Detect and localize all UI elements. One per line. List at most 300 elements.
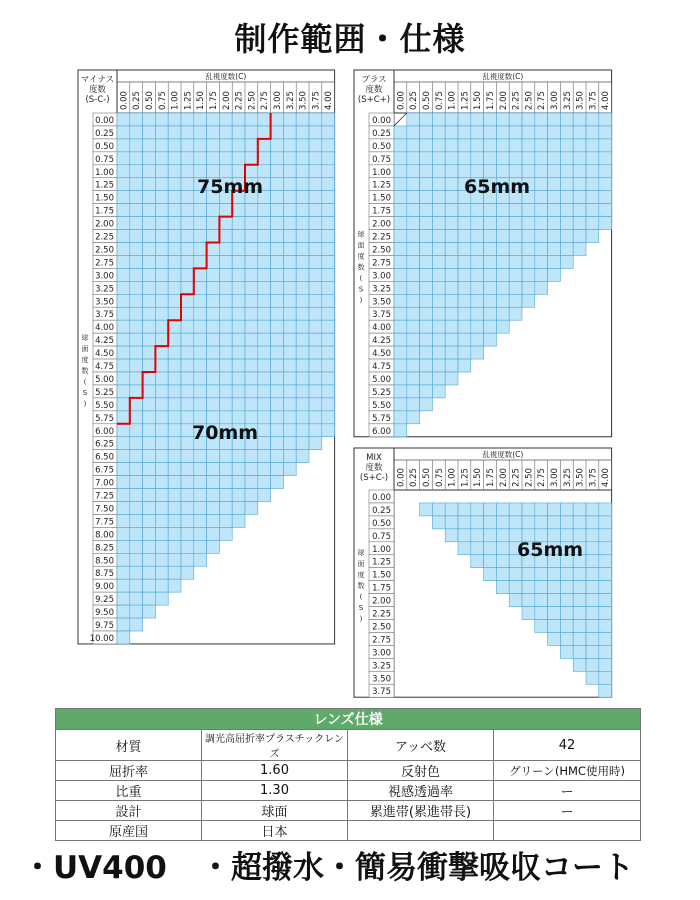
available-cell xyxy=(560,165,573,178)
available-cell xyxy=(296,191,309,204)
sph-tick-label: 6.00 xyxy=(372,426,391,437)
available-cell xyxy=(309,165,322,178)
available-cell xyxy=(522,594,535,607)
available-cell xyxy=(232,281,245,294)
available-cell xyxy=(271,126,284,139)
available-cell xyxy=(420,139,433,152)
available-cell xyxy=(535,255,548,268)
available-cell xyxy=(420,307,433,320)
available-cell xyxy=(283,411,296,424)
available-cell xyxy=(432,113,445,126)
spec-label: アッベ数 xyxy=(348,730,494,761)
available-cell xyxy=(232,359,245,372)
sph-tick-label: 1.50 xyxy=(372,570,391,581)
available-cell xyxy=(560,217,573,230)
available-cell xyxy=(117,463,130,476)
available-cell xyxy=(432,165,445,178)
available-cell xyxy=(258,476,271,489)
available-cell xyxy=(309,346,322,359)
available-cell xyxy=(258,255,271,268)
available-cell xyxy=(560,113,573,126)
available-cell xyxy=(420,503,433,516)
available-cell xyxy=(194,450,207,463)
available-cell xyxy=(309,268,322,281)
available-cell xyxy=(194,307,207,320)
available-cell xyxy=(117,113,130,126)
sph-tick-label: 1.25 xyxy=(95,180,114,191)
sph-axis-title-char: ( xyxy=(83,377,87,386)
available-cell xyxy=(509,230,522,243)
available-cell xyxy=(117,579,130,592)
available-cell xyxy=(432,372,445,385)
available-cell xyxy=(258,307,271,320)
available-cell xyxy=(168,579,181,592)
available-cell xyxy=(245,398,258,411)
available-cell xyxy=(271,113,284,126)
available-cell xyxy=(143,372,156,385)
sph-tick-label: 1.25 xyxy=(372,557,391,568)
available-cell xyxy=(207,333,220,346)
available-cell xyxy=(168,204,181,217)
available-cell xyxy=(245,139,258,152)
available-cell xyxy=(207,230,220,243)
cyl-tick-label: 3.25 xyxy=(285,91,296,110)
available-cell xyxy=(445,268,458,281)
available-cell xyxy=(484,243,497,256)
available-cell xyxy=(496,581,509,594)
table-row xyxy=(56,730,641,761)
available-cell xyxy=(117,618,130,631)
sph-tick-label: 6.75 xyxy=(95,465,114,476)
sph-tick-label: 3.00 xyxy=(95,271,114,282)
table-row xyxy=(56,761,641,781)
cyl-tick-label: 0.75 xyxy=(157,91,168,110)
available-cell xyxy=(181,463,194,476)
available-cell xyxy=(219,139,232,152)
available-cell xyxy=(117,514,130,527)
available-cell xyxy=(168,294,181,307)
available-cell xyxy=(407,320,420,333)
available-cell xyxy=(445,372,458,385)
available-cell xyxy=(296,268,309,281)
available-cell xyxy=(155,359,168,372)
available-cell xyxy=(496,217,509,230)
available-cell xyxy=(219,204,232,217)
available-cell xyxy=(283,152,296,165)
available-cell xyxy=(232,514,245,527)
sph-tick-label: 6.00 xyxy=(95,426,114,437)
available-cell xyxy=(407,178,420,191)
available-cell xyxy=(458,320,471,333)
available-cell xyxy=(599,607,612,620)
available-cell xyxy=(155,281,168,294)
available-cell xyxy=(155,165,168,178)
available-cell xyxy=(194,294,207,307)
available-cell xyxy=(143,424,156,437)
sph-tick-label: 2.50 xyxy=(95,245,114,256)
available-cell xyxy=(509,204,522,217)
available-cell xyxy=(496,555,509,568)
available-cell xyxy=(509,268,522,281)
available-cell xyxy=(219,268,232,281)
available-cell xyxy=(232,320,245,333)
available-cell xyxy=(194,217,207,230)
available-cell xyxy=(130,217,143,230)
cyl-tick-label: 3.50 xyxy=(575,468,586,487)
sph-tick-label: 5.75 xyxy=(95,413,114,424)
available-cell xyxy=(207,152,220,165)
available-cell xyxy=(548,568,561,581)
available-cell xyxy=(258,320,271,333)
available-cell xyxy=(271,165,284,178)
available-cell xyxy=(458,529,471,542)
available-cell xyxy=(143,217,156,230)
sph-tick-label: 0.50 xyxy=(372,141,391,152)
sph-axis-title-char: 度 xyxy=(357,252,365,261)
available-cell xyxy=(117,502,130,515)
available-cell xyxy=(143,139,156,152)
available-cell xyxy=(471,281,484,294)
available-cell xyxy=(117,126,130,139)
available-cell xyxy=(194,489,207,502)
sph-tick-label: 4.25 xyxy=(372,336,391,347)
available-cell xyxy=(599,632,612,645)
available-cell xyxy=(432,126,445,139)
available-cell xyxy=(484,542,497,555)
available-cell xyxy=(258,126,271,139)
available-cell xyxy=(207,398,220,411)
available-cell xyxy=(471,255,484,268)
sph-tick-label: 1.25 xyxy=(372,180,391,191)
available-cell xyxy=(394,294,407,307)
available-cell xyxy=(432,191,445,204)
available-cell xyxy=(283,450,296,463)
available-cell xyxy=(394,243,407,256)
available-cell xyxy=(207,255,220,268)
available-cell xyxy=(432,217,445,230)
available-cell xyxy=(560,178,573,191)
available-cell xyxy=(586,139,599,152)
cyl-tick-label: 3.00 xyxy=(550,468,560,487)
available-cell xyxy=(484,307,497,320)
available-cell xyxy=(548,230,561,243)
available-cell xyxy=(471,555,484,568)
available-cell xyxy=(548,152,561,165)
sph-tick-label: 9.00 xyxy=(95,582,114,593)
available-cell xyxy=(586,645,599,658)
available-cell xyxy=(232,333,245,346)
available-cell xyxy=(117,178,130,191)
sph-axis-title-char: S xyxy=(358,285,364,294)
available-cell xyxy=(548,620,561,633)
available-cell xyxy=(420,243,433,256)
available-cell xyxy=(496,529,509,542)
available-cell xyxy=(232,152,245,165)
available-cell xyxy=(143,605,156,618)
available-cell xyxy=(232,398,245,411)
available-cell xyxy=(130,126,143,139)
available-cell xyxy=(548,191,561,204)
available-cell xyxy=(283,178,296,191)
available-cell xyxy=(522,126,535,139)
available-cell xyxy=(181,307,194,320)
feature-coating: ・超撥水・簡易衝撃吸収コート xyxy=(200,850,634,886)
available-cell xyxy=(586,165,599,178)
available-cell xyxy=(155,113,168,126)
available-cell xyxy=(219,281,232,294)
degree-header-label: 度数 xyxy=(365,85,383,95)
cyl-axis-title: 乱視度数(C) xyxy=(205,72,247,81)
available-cell xyxy=(484,255,497,268)
available-cell xyxy=(117,437,130,450)
available-cell xyxy=(535,152,548,165)
available-cell xyxy=(535,581,548,594)
available-cell xyxy=(271,463,284,476)
available-cell xyxy=(586,529,599,542)
available-cell xyxy=(296,359,309,372)
cyl-tick-label: 3.75 xyxy=(588,468,599,487)
available-cell xyxy=(245,450,258,463)
available-cell xyxy=(535,620,548,633)
available-cell xyxy=(599,620,612,633)
available-cell xyxy=(471,529,484,542)
sph-tick-label: 7.00 xyxy=(95,478,114,489)
available-cell xyxy=(194,255,207,268)
available-cell xyxy=(168,307,181,320)
available-cell xyxy=(394,320,407,333)
sph-tick-label: 6.50 xyxy=(95,452,114,463)
sph-tick-label: 7.25 xyxy=(95,491,114,502)
available-cell xyxy=(143,398,156,411)
available-cell xyxy=(168,268,181,281)
available-cell xyxy=(407,217,420,230)
available-cell xyxy=(394,307,407,320)
available-cell xyxy=(245,359,258,372)
available-cell xyxy=(168,476,181,489)
available-cell xyxy=(232,385,245,398)
available-cell xyxy=(420,294,433,307)
available-cell xyxy=(509,217,522,230)
available-cell xyxy=(283,165,296,178)
available-cell xyxy=(296,437,309,450)
available-cell xyxy=(599,178,612,191)
available-cell xyxy=(232,268,245,281)
cyl-tick-label: 2.75 xyxy=(260,91,271,110)
available-cell xyxy=(484,503,497,516)
available-cell xyxy=(322,165,335,178)
available-cell xyxy=(296,346,309,359)
cyl-tick-label: 4.00 xyxy=(601,91,612,110)
available-cell xyxy=(548,243,561,256)
sph-axis-title-char: ( xyxy=(359,593,363,602)
available-cell xyxy=(181,346,194,359)
available-cell xyxy=(130,437,143,450)
available-cell xyxy=(496,152,509,165)
available-cell xyxy=(407,411,420,424)
cyl-tick-label: 1.00 xyxy=(170,91,181,110)
available-cell xyxy=(181,527,194,540)
available-cell xyxy=(155,553,168,566)
available-cell xyxy=(522,568,535,581)
available-cell xyxy=(432,230,445,243)
available-cell xyxy=(219,489,232,502)
available-cell xyxy=(586,126,599,139)
available-cell xyxy=(296,333,309,346)
available-cell xyxy=(283,217,296,230)
available-cell xyxy=(322,217,335,230)
available-cell xyxy=(168,489,181,502)
available-cell xyxy=(271,294,284,307)
available-cell xyxy=(271,398,284,411)
available-cell xyxy=(599,516,612,529)
cyl-tick-label: 0.50 xyxy=(422,91,432,110)
available-cell xyxy=(432,152,445,165)
spec-label: 視感透過率 xyxy=(348,781,494,801)
available-cell xyxy=(484,217,497,230)
available-cell xyxy=(143,514,156,527)
available-cell xyxy=(322,113,335,126)
available-cell xyxy=(548,594,561,607)
available-cell xyxy=(232,346,245,359)
available-cell xyxy=(283,372,296,385)
available-cell xyxy=(219,527,232,540)
available-cell xyxy=(484,204,497,217)
available-cell xyxy=(232,450,245,463)
available-cell xyxy=(522,113,535,126)
sph-tick-label: 2.00 xyxy=(372,219,391,230)
available-cell xyxy=(535,568,548,581)
available-cell xyxy=(143,359,156,372)
available-cell xyxy=(509,516,522,529)
available-cell xyxy=(573,645,586,658)
available-cell xyxy=(309,255,322,268)
available-cell xyxy=(181,476,194,489)
available-cell xyxy=(271,217,284,230)
cyl-tick-label: 2.00 xyxy=(221,91,232,110)
available-cell xyxy=(130,411,143,424)
available-cell xyxy=(599,529,612,542)
available-cell xyxy=(548,204,561,217)
available-cell xyxy=(207,359,220,372)
available-cell xyxy=(283,255,296,268)
sph-axis-title-char: 面 xyxy=(81,344,89,353)
available-cell xyxy=(420,268,433,281)
available-cell xyxy=(117,191,130,204)
available-cell xyxy=(168,178,181,191)
available-cell xyxy=(194,385,207,398)
available-cell xyxy=(309,372,322,385)
sph-tick-label: 1.75 xyxy=(372,206,391,217)
spec-value: 42 xyxy=(494,730,641,761)
sph-tick-label: 3.50 xyxy=(95,297,114,308)
available-cell xyxy=(258,243,271,256)
available-cell xyxy=(232,230,245,243)
available-cell xyxy=(394,268,407,281)
available-cell xyxy=(232,113,245,126)
available-cell xyxy=(522,503,535,516)
available-cell xyxy=(168,502,181,515)
sph-axis-title-char: ( xyxy=(359,274,363,283)
available-cell xyxy=(168,514,181,527)
available-cell xyxy=(130,502,143,515)
available-cell xyxy=(548,607,561,620)
available-cell xyxy=(181,204,194,217)
available-cell xyxy=(194,230,207,243)
available-cell xyxy=(143,165,156,178)
available-cell xyxy=(322,268,335,281)
available-cell xyxy=(130,294,143,307)
available-cell xyxy=(573,217,586,230)
available-cell xyxy=(181,126,194,139)
available-cell xyxy=(458,294,471,307)
available-cell xyxy=(535,516,548,529)
available-cell xyxy=(258,463,271,476)
available-cell xyxy=(245,463,258,476)
sph-tick-label: 2.00 xyxy=(372,596,391,607)
sph-tick-label: 5.00 xyxy=(95,374,114,385)
sph-tick-label: 2.25 xyxy=(372,609,391,620)
available-cell xyxy=(283,307,296,320)
available-cell xyxy=(130,113,143,126)
sph-axis-title-char: S xyxy=(358,604,364,613)
available-cell xyxy=(548,516,561,529)
sph-tick-label: 0.75 xyxy=(372,154,391,165)
available-cell xyxy=(168,372,181,385)
available-cell xyxy=(232,463,245,476)
available-cell xyxy=(168,281,181,294)
available-cell xyxy=(599,645,612,658)
available-cell xyxy=(432,333,445,346)
spec-label: 設計 xyxy=(56,801,202,821)
cyl-tick-label: 0.50 xyxy=(145,91,155,110)
available-cell xyxy=(296,450,309,463)
available-cell xyxy=(471,503,484,516)
available-cell xyxy=(309,359,322,372)
available-cell xyxy=(283,294,296,307)
available-cell xyxy=(522,255,535,268)
available-cell xyxy=(296,204,309,217)
available-cell xyxy=(155,152,168,165)
available-cell xyxy=(143,592,156,605)
available-cell xyxy=(245,307,258,320)
sph-tick-label: 5.25 xyxy=(95,387,114,398)
available-cell xyxy=(271,411,284,424)
available-cell xyxy=(130,320,143,333)
available-cell xyxy=(168,333,181,346)
available-cell xyxy=(599,542,612,555)
available-cell xyxy=(420,126,433,139)
lens-spec-table xyxy=(55,708,641,841)
available-cell xyxy=(445,113,458,126)
cyl-axis-title: 乱視度数(C) xyxy=(482,450,524,459)
spec-table-header: レンズ仕様 xyxy=(56,709,641,730)
available-cell xyxy=(322,307,335,320)
available-cell xyxy=(445,281,458,294)
spec-value xyxy=(494,821,641,841)
available-cell xyxy=(420,372,433,385)
available-cell xyxy=(420,385,433,398)
available-cell xyxy=(258,113,271,126)
available-cell xyxy=(219,113,232,126)
available-cell xyxy=(283,346,296,359)
available-cell xyxy=(258,230,271,243)
available-cell xyxy=(155,191,168,204)
available-cell xyxy=(471,268,484,281)
available-cell xyxy=(245,281,258,294)
available-cell xyxy=(458,139,471,152)
available-cell xyxy=(535,204,548,217)
available-cell xyxy=(168,398,181,411)
